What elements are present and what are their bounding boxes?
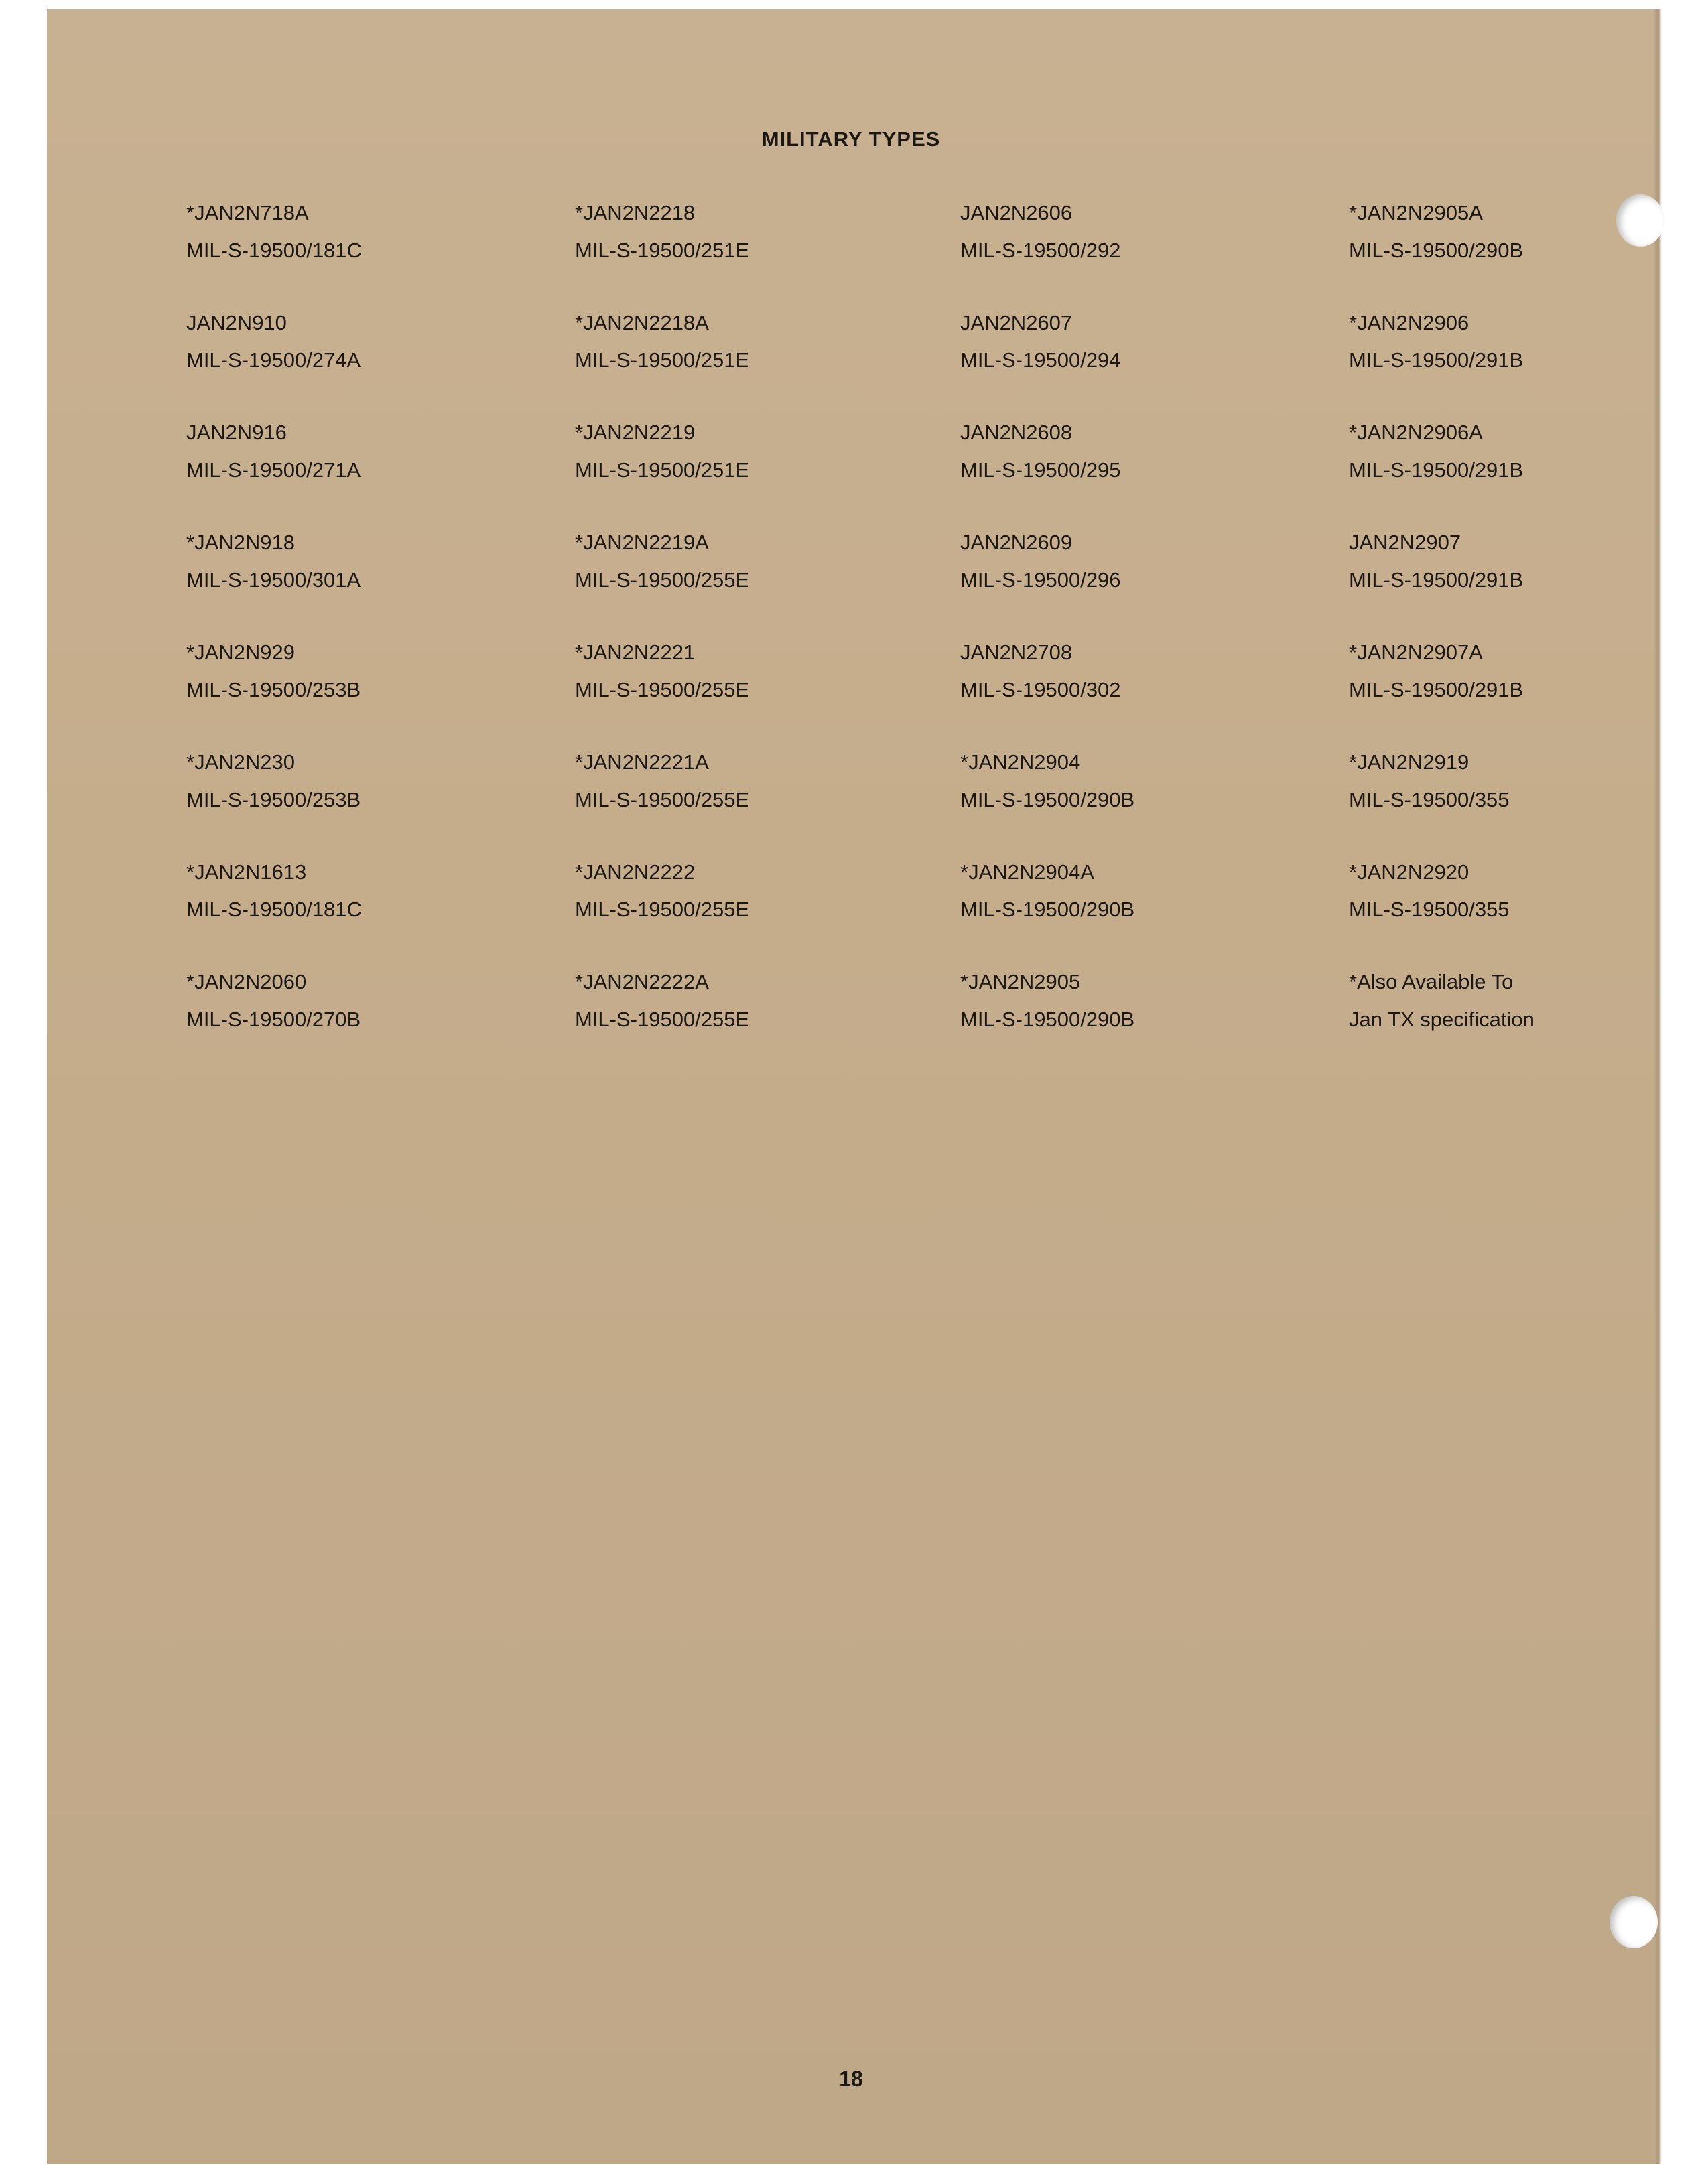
type-designation: JAN2N910 <box>186 311 287 334</box>
mil-spec-number: MIL-S-19500/181C <box>186 238 362 262</box>
military-type-entry <box>575 304 960 414</box>
military-type-entry <box>575 854 960 963</box>
mil-spec-number: MIL-S-19500/251E <box>575 458 750 482</box>
type-designation: JAN2N2907 <box>1349 531 1461 554</box>
type-designation: *JAN2N2904A <box>960 860 1094 884</box>
type-designation: JAN2N916 <box>186 421 287 444</box>
mil-spec-number: MIL-S-19500/255E <box>575 678 750 701</box>
type-designation: *JAN2N2219 <box>575 421 696 444</box>
type-designation: *JAN2N2060 <box>186 970 307 994</box>
military-type-entry <box>1349 414 1600 524</box>
military-type-entry <box>186 854 575 963</box>
type-designation: JAN2N2606 <box>960 201 1073 224</box>
type-designation: *JAN2N2221 <box>575 640 696 664</box>
type-designation: *JAN2N2222 <box>575 860 696 884</box>
mil-spec-number: MIL-S-19500/294 <box>960 348 1121 372</box>
mil-spec-number: MIL-S-19500/270B <box>186 1008 361 1031</box>
type-designation: *JAN2N2219A <box>575 531 709 554</box>
mil-spec-number: MIL-S-19500/251E <box>575 238 750 262</box>
military-type-entry <box>960 854 1349 963</box>
military-type-entry <box>575 963 960 1073</box>
military-type-entry <box>575 524 960 634</box>
type-designation: *JAN2N2221A <box>575 750 709 774</box>
mil-spec-number: MIL-S-19500/301A <box>186 568 361 592</box>
page-title: MILITARY TYPES <box>761 127 941 151</box>
punch-hole-top <box>1616 194 1664 247</box>
footnote-line-1: *Also Available To <box>1349 970 1514 994</box>
mil-spec-number: MIL-S-19500/291B <box>1349 678 1524 701</box>
type-designation: *JAN2N2905A <box>1349 201 1483 224</box>
type-designation: JAN2N2607 <box>960 311 1073 334</box>
mil-spec-number: MIL-S-19500/296 <box>960 568 1121 592</box>
mil-spec-number: MIL-S-19500/255E <box>575 1008 750 1031</box>
type-designation: *JAN2N230 <box>186 750 295 774</box>
type-designation: *JAN2N718A <box>186 201 309 224</box>
type-designation: *JAN2N2906 <box>1349 311 1469 334</box>
mil-spec-number: MIL-S-19500/355 <box>1349 898 1510 921</box>
mil-spec-number: MIL-S-19500/295 <box>960 458 1121 482</box>
footnote <box>1349 963 1600 1073</box>
page-edge-shadow <box>1654 9 1662 2164</box>
military-type-entry <box>1349 634 1600 744</box>
military-type-entry <box>960 634 1349 744</box>
type-designation: *JAN2N918 <box>186 531 295 554</box>
military-type-entry <box>960 414 1349 524</box>
mil-spec-number: MIL-S-19500/355 <box>1349 788 1510 811</box>
military-type-entry <box>960 963 1349 1073</box>
type-designation: *JAN2N2904 <box>960 750 1081 774</box>
type-designation: JAN2N2608 <box>960 421 1073 444</box>
mil-spec-number: MIL-S-19500/255E <box>575 568 750 592</box>
footnote-line-2: Jan TX specification <box>1349 1008 1534 1031</box>
type-designation: *JAN2N2218A <box>575 311 709 334</box>
military-type-entry <box>575 744 960 854</box>
military-type-entry <box>186 963 575 1073</box>
mil-spec-number: MIL-S-19500/290B <box>960 898 1135 921</box>
mil-spec-number: MIL-S-19500/251E <box>575 348 750 372</box>
type-designation: *JAN2N929 <box>186 640 295 664</box>
mil-spec-number: MIL-S-19500/291B <box>1349 568 1524 592</box>
type-designation: *JAN2N2907A <box>1349 640 1483 664</box>
military-type-entry <box>1349 304 1600 414</box>
type-designation: *JAN2N2218 <box>575 201 696 224</box>
military-type-entry <box>575 634 960 744</box>
mil-spec-number: MIL-S-19500/291B <box>1349 458 1524 482</box>
mil-spec-number: MIL-S-19500/290B <box>960 1008 1135 1031</box>
type-designation: *JAN2N2906A <box>1349 421 1483 444</box>
mil-spec-number: MIL-S-19500/292 <box>960 238 1121 262</box>
mil-spec-number: MIL-S-19500/255E <box>575 788 750 811</box>
mil-spec-number: MIL-S-19500/181C <box>186 898 362 921</box>
mil-spec-number: MIL-S-19500/290B <box>1349 238 1524 262</box>
military-type-entry <box>575 194 960 304</box>
military-type-entry <box>1349 744 1600 854</box>
mil-spec-number: MIL-S-19500/253B <box>186 678 361 701</box>
page-number: 18 <box>839 2067 863 2091</box>
mil-spec-number: MIL-S-19500/291B <box>1349 348 1524 372</box>
type-designation: *JAN2N2905 <box>960 970 1081 994</box>
type-designation: *JAN2N1613 <box>186 860 307 884</box>
military-type-entry <box>575 414 960 524</box>
type-designation: *JAN2N2919 <box>1349 750 1469 774</box>
mil-spec-number: MIL-S-19500/255E <box>575 898 750 921</box>
mil-spec-number: MIL-S-19500/302 <box>960 678 1121 701</box>
military-type-entry <box>186 634 575 744</box>
military-type-entry <box>186 414 575 524</box>
military-types-grid <box>186 194 1600 1073</box>
military-type-entry <box>960 744 1349 854</box>
military-type-entry <box>960 194 1349 304</box>
type-designation: JAN2N2708 <box>960 640 1073 664</box>
mil-spec-number: MIL-S-19500/271A <box>186 458 361 482</box>
punch-hole-bottom <box>1610 1896 1658 1948</box>
mil-spec-number: MIL-S-19500/290B <box>960 788 1135 811</box>
type-designation: JAN2N2609 <box>960 531 1073 554</box>
military-type-entry <box>1349 854 1600 963</box>
military-type-entry <box>960 524 1349 634</box>
military-type-entry <box>186 194 575 304</box>
military-type-entry <box>186 744 575 854</box>
mil-spec-number: MIL-S-19500/253B <box>186 788 361 811</box>
type-designation: *JAN2N2222A <box>575 970 709 994</box>
type-designation: *JAN2N2920 <box>1349 860 1469 884</box>
military-type-entry <box>186 304 575 414</box>
military-type-entry <box>186 524 575 634</box>
military-type-entry <box>1349 194 1600 304</box>
military-type-entry <box>960 304 1349 414</box>
mil-spec-number: MIL-S-19500/274A <box>186 348 361 372</box>
military-type-entry <box>1349 524 1600 634</box>
